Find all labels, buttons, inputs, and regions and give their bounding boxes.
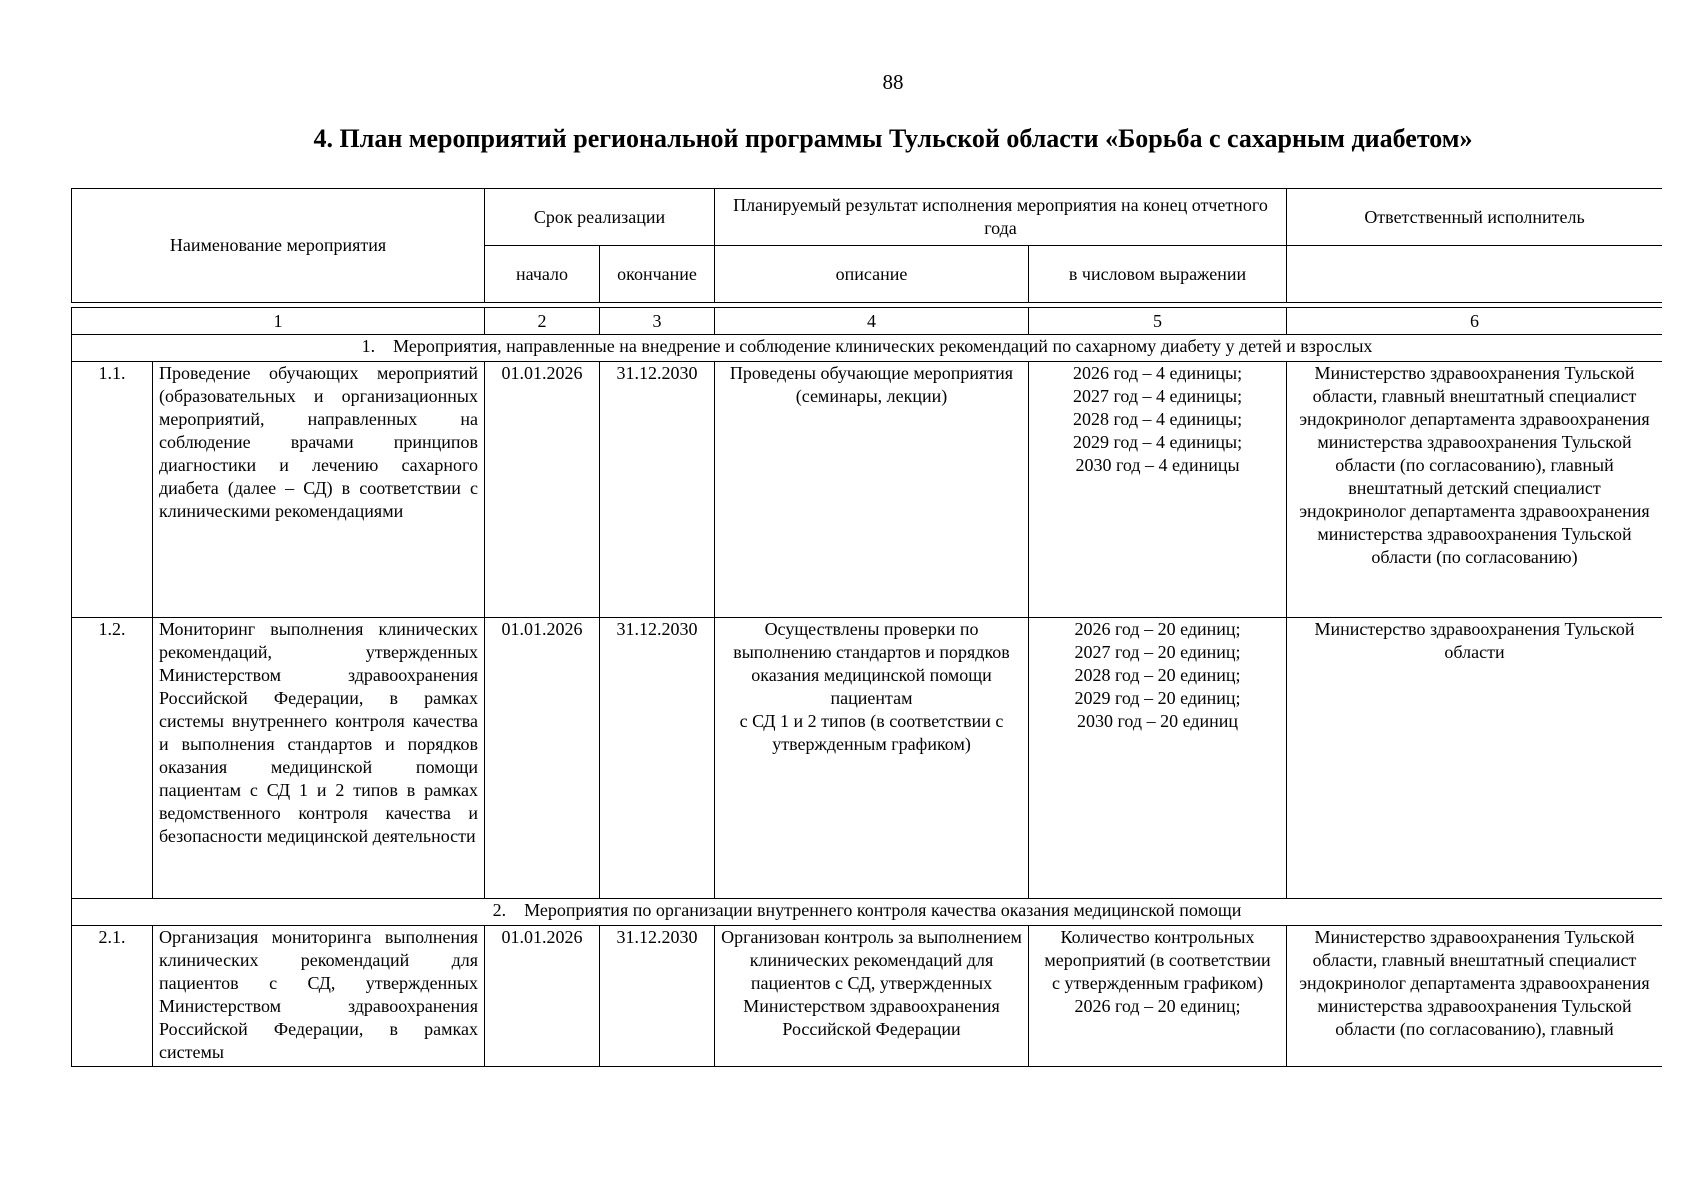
page-number: 88 <box>882 70 904 94</box>
row-end: 31.12.2030 <box>600 618 715 899</box>
row-description: Проведены обучающие мероприятия (семинары, лекции) <box>715 362 1029 618</box>
section-row <box>72 335 1663 362</box>
row-value-line: 2028 год – 20 единиц; <box>1074 665 1241 685</box>
row-description: Организован контроль за выполнением клинических рекомендаций для пациентов с СД, утвержденных Министерством здравоохранения Российской Федерации <box>715 926 1029 1067</box>
row-value-line: 2026 год – 4 единицы; <box>1072 363 1243 383</box>
row-number: 1.2. <box>72 618 153 899</box>
column-numbers-row <box>72 308 1663 335</box>
row-name: Проведение обучающих мероприятий (образовательных и организационных мероприятий, направленных на соблюдение врачами принципов диагностики и лечению сахарного диабета (далее – СД) в соответствии с клиническими рекомендациями <box>153 362 485 618</box>
table-row <box>72 926 1663 1067</box>
row-responsible: Министерство здравоохранения Тульской области, главный внештатный специалист эндокринолог департамента здравоохранения министерства здравоохранения Тульской области (по согласованию), главный внештатный детский специалист эндокринолог департамента здравоохранения министерства здравоохранения Тульской области (по согласованию) <box>1287 362 1662 618</box>
row-value-line: с утвержденным графиком) <box>1051 973 1264 993</box>
row-value-line: 2029 год – 20 единиц; <box>1074 688 1241 708</box>
header-term: Срок реализации <box>485 189 715 246</box>
row-value-line: 2028 год – 4 единицы; <box>1072 409 1243 429</box>
header-result-description: описание <box>715 246 1029 303</box>
column-number: 3 <box>600 308 715 335</box>
row-description-line: с СД 1 и 2 типов (в соответствии с утвержденным графиком) <box>739 711 1004 754</box>
row-end: 31.12.2030 <box>600 926 715 1067</box>
row-values <box>1029 362 1287 618</box>
row-name: Мониторинг выполнения клинических рекомендаций, утвержденных Министерством здравоохранения Российской Федерации, в рамках системы внутреннего контроля качества и выполнения стандартов и порядков оказания медицинской помощи пациентам с СД 1 и 2 типов в рамках ведомственного контроля качества и безопасности медицинской деятельности <box>153 618 485 899</box>
table-row <box>72 618 1663 899</box>
column-number: 5 <box>1029 308 1287 335</box>
header-result: Планируемый результат исполнения мероприятия на конец отчетного года <box>715 189 1287 246</box>
row-name: Организация мониторинга выполнения клинических рекомендаций для пациентов с СД, утвержденных Министерством здравоохранения Российской Федерации, в рамках системы <box>153 926 485 1067</box>
section-row <box>72 899 1663 926</box>
column-number: 6 <box>1287 308 1662 335</box>
column-number: 1 <box>72 308 485 335</box>
header-term-start: начало <box>485 246 600 303</box>
plan-table-container <box>71 188 1662 1072</box>
section-title: 2. Мероприятия по организации внутреннего контроля качества оказания медицинской помощи <box>72 899 1663 926</box>
row-value-line: 2027 год – 4 единицы; <box>1072 386 1243 406</box>
row-start: 01.01.2026 <box>485 362 600 618</box>
row-value-line: 2026 год – 20 единиц; <box>1074 996 1241 1016</box>
row-number: 2.1. <box>72 926 153 1067</box>
header-responsible-empty <box>1287 246 1662 303</box>
row-value-line: 2030 год – 20 единиц <box>1077 711 1239 731</box>
header-name: Наименование мероприятия <box>72 189 485 303</box>
row-number: 1.1. <box>72 362 153 618</box>
column-number: 2 <box>485 308 600 335</box>
document-title: 4. План мероприятий региональной программы Тульской области «Борьба с сахарным диабетом» <box>313 124 1473 153</box>
row-responsible: Министерство здравоохранения Тульской области, главный внештатный специалист эндокринолог департамента здравоохранения министерства здравоохранения Тульской области (по согласованию), главный <box>1287 926 1662 1067</box>
header-result-numeric: в числовом выражении <box>1029 246 1287 303</box>
header-row-top <box>72 189 1663 246</box>
row-end: 31.12.2030 <box>600 362 715 618</box>
section-title: 1. Мероприятия, направленные на внедрение и соблюдение клинических рекомендаций по сахарному диабету у детей и взрослых <box>72 335 1663 362</box>
plan-table <box>71 188 1662 1067</box>
header-responsible: Ответственный исполнитель <box>1287 189 1662 246</box>
column-number: 4 <box>715 308 1029 335</box>
row-value-line: Количество контрольных мероприятий (в соответствии <box>1044 927 1271 970</box>
row-value-line: 2029 год – 4 единицы; <box>1072 432 1243 452</box>
table-row <box>72 362 1663 618</box>
row-start: 01.01.2026 <box>485 618 600 899</box>
row-values <box>1029 618 1287 899</box>
row-value-line: 2027 год – 20 единиц; <box>1074 642 1241 662</box>
row-responsible: Министерство здравоохранения Тульской области <box>1287 618 1662 899</box>
row-value-line: 2030 год – 4 единицы <box>1075 455 1240 475</box>
row-description-line: Осуществлены проверки по выполнению стандартов и порядков оказания медицинской помощи пациентам <box>733 619 1010 708</box>
row-start: 01.01.2026 <box>485 926 600 1067</box>
header-term-end: окончание <box>600 246 715 303</box>
row-description <box>715 618 1029 899</box>
row-values <box>1029 926 1287 1067</box>
row-value-line: 2026 год – 20 единиц; <box>1074 619 1241 639</box>
